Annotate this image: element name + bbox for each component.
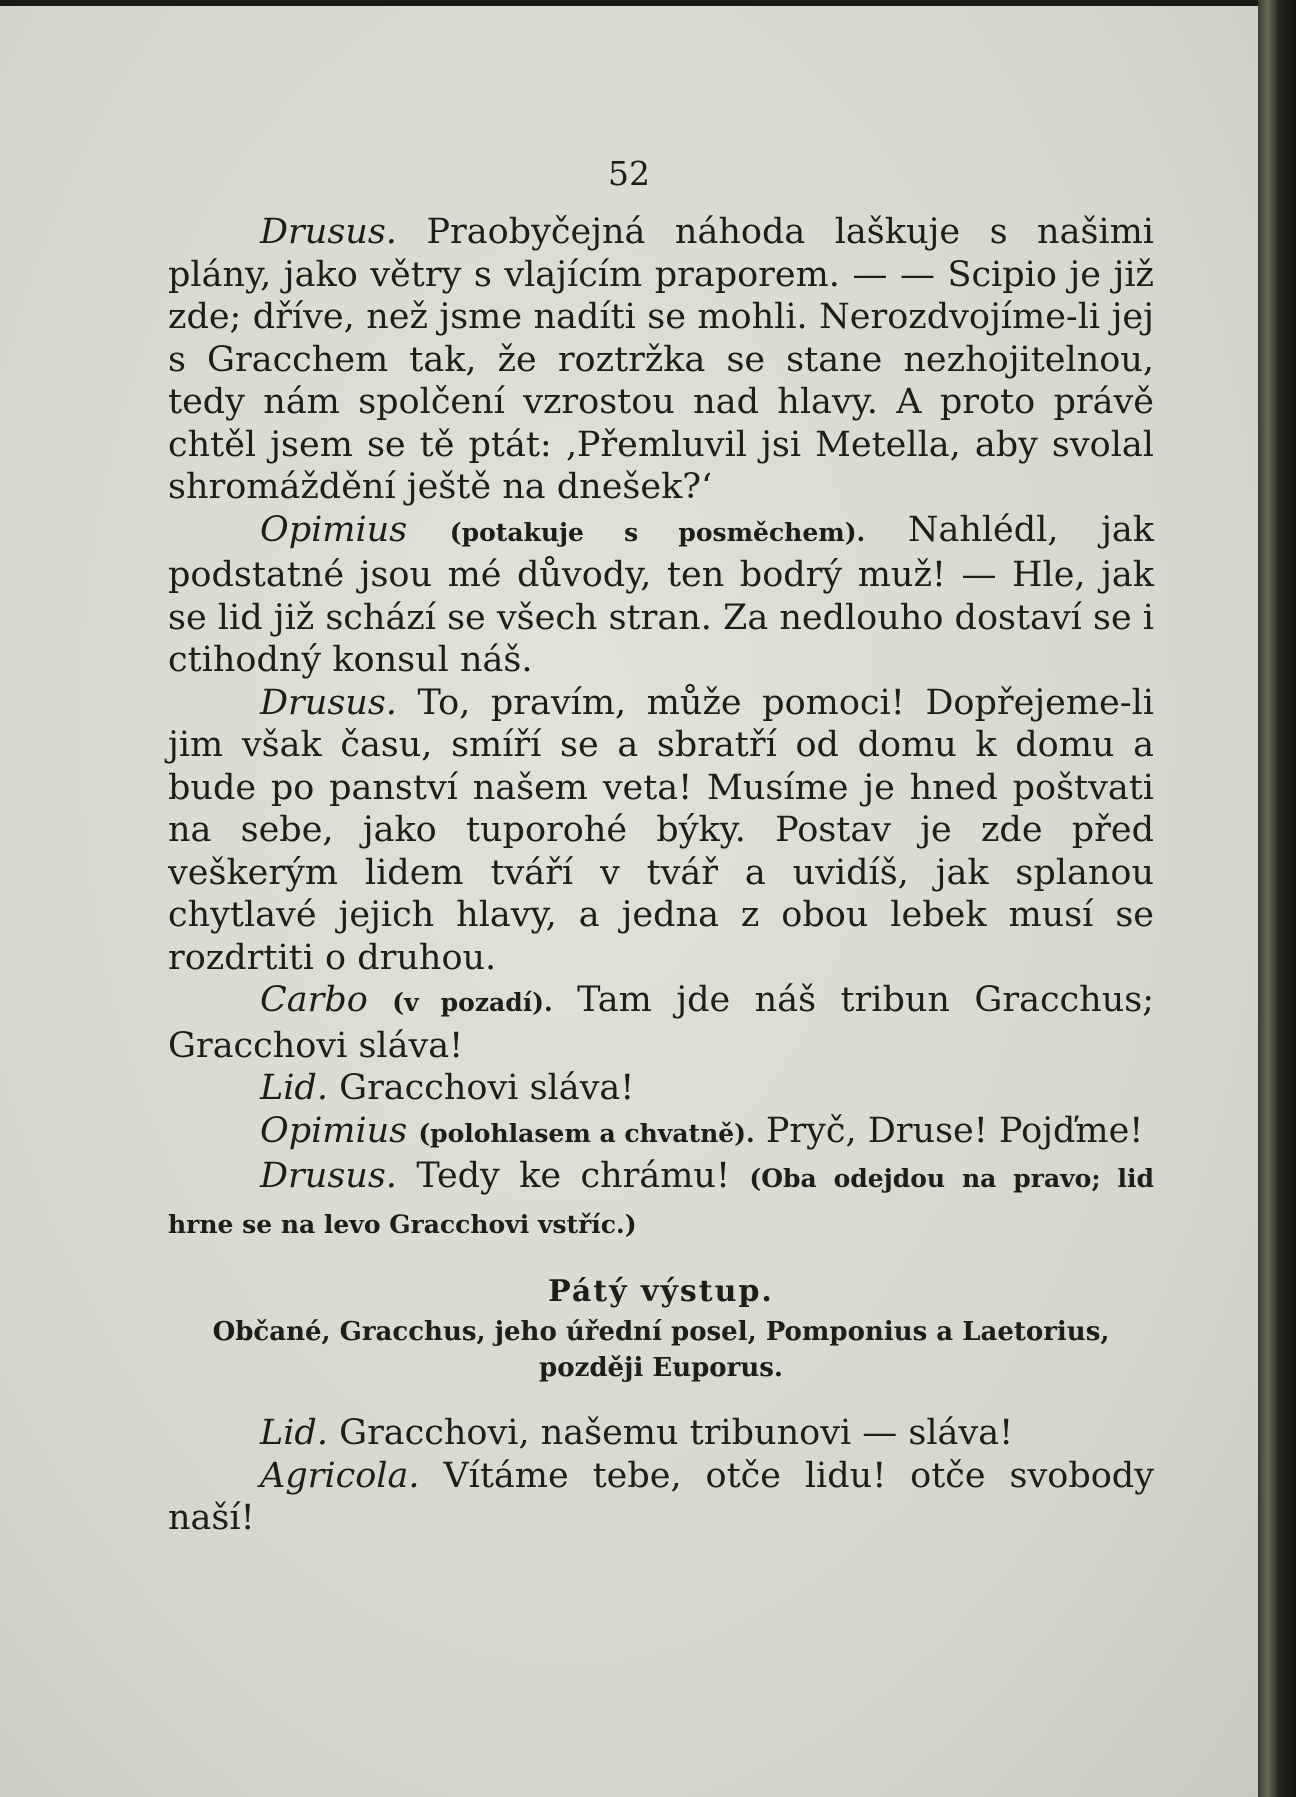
book-page (0, 6, 1258, 1797)
speaker-name: Lid. (260, 1413, 328, 1453)
speaker-name: Agricola. (260, 1455, 420, 1496)
stage-direction: (Oba odejdou na pravo; lid hrne se na levo Gracchovi vstříc.) (168, 1164, 1154, 1239)
book-edge (1258, 0, 1296, 1797)
speech (168, 1412, 1154, 1455)
speech-text: Pryč, Druse! Pojďme! (765, 1110, 1144, 1151)
speech-text: Nahlédl, jak podstatné jsou mé důvody, ten bodrý muž! — Hle, jak se lid již schází se všech stran. Za nedlouho dostaví se i ctihodný konsul náš. (168, 509, 1154, 680)
speech (168, 1155, 1154, 1246)
speech (168, 979, 1154, 1067)
stage-direction: (v pozadí). (392, 988, 553, 1017)
speaker-name: Drusus. (260, 212, 397, 252)
speech-text: Vítáme tebe, otče lidu! otče svobody naší! (168, 1455, 1154, 1538)
speech-text: Tedy ke chrámu! (416, 1156, 731, 1196)
scene-heading: Pátý výstup. (548, 1274, 774, 1309)
scene-persons: Občané, Gracchus, jeho úřední posel, Pomponius a Laetorius, později Euporus. (212, 1317, 1110, 1383)
speech (168, 1110, 1154, 1156)
speaker-name: Drusus. (260, 682, 397, 723)
speaker-name: Carbo (260, 980, 368, 1020)
speech (168, 1067, 1154, 1110)
speech-text: Praobyčejná náhoda laškuje s našimi plány, jako větry s vlajícím praporem. — — Scipio je již zde; dříve, než jsme nadíti se mohli. Nerozdvojíme-li jej s Gracchem tak, že roztržka se stane nezhojitelnou, tedy nám spolčení vzrostou nad hlavy. A proto právě chtěl jsem se tě ptát: ‚Přemluvil jsi Metella, aby svolal shromáždění ještě na dnešek?‘ (168, 212, 1154, 507)
speech (168, 211, 1154, 509)
speech-text: Tam jde náš tribun Gracchus; Gracchovi sláva! (168, 980, 1154, 1066)
speaker-name: Drusus. (260, 1156, 397, 1196)
page-text (168, 211, 1154, 1540)
stage-direction: (polohlasem a chvatně). (418, 1118, 755, 1148)
speech (168, 682, 1154, 980)
page-number: 52 (608, 154, 650, 193)
speech (168, 1455, 1154, 1540)
speaker-name: Opimius (260, 509, 408, 550)
speech (168, 509, 1154, 682)
speaker-name: Lid. (260, 1068, 328, 1108)
speech-text: To, pravím, může pomoci! Dopřejeme-li jim však času, smíří se a sbratří od domu k domu a bude po panství našem veta! Musíme je hned poštvati na sebe, jako tuporohé býky. Postav je zde před veškerým lidem tváří v tvář a uvidíš, jak splanou chytlavé jejich hlavy, a jedna z obou lebek musí se rozdrtiti o druhou. (168, 682, 1154, 978)
speaker-name: Opimius (260, 1110, 408, 1151)
stage-direction: (potakuje s posměchem). (449, 517, 866, 547)
speech-text: Gracchovi, našemu tribunovi — sláva! (339, 1413, 1014, 1453)
speech-text: Gracchovi sláva! (339, 1068, 635, 1108)
